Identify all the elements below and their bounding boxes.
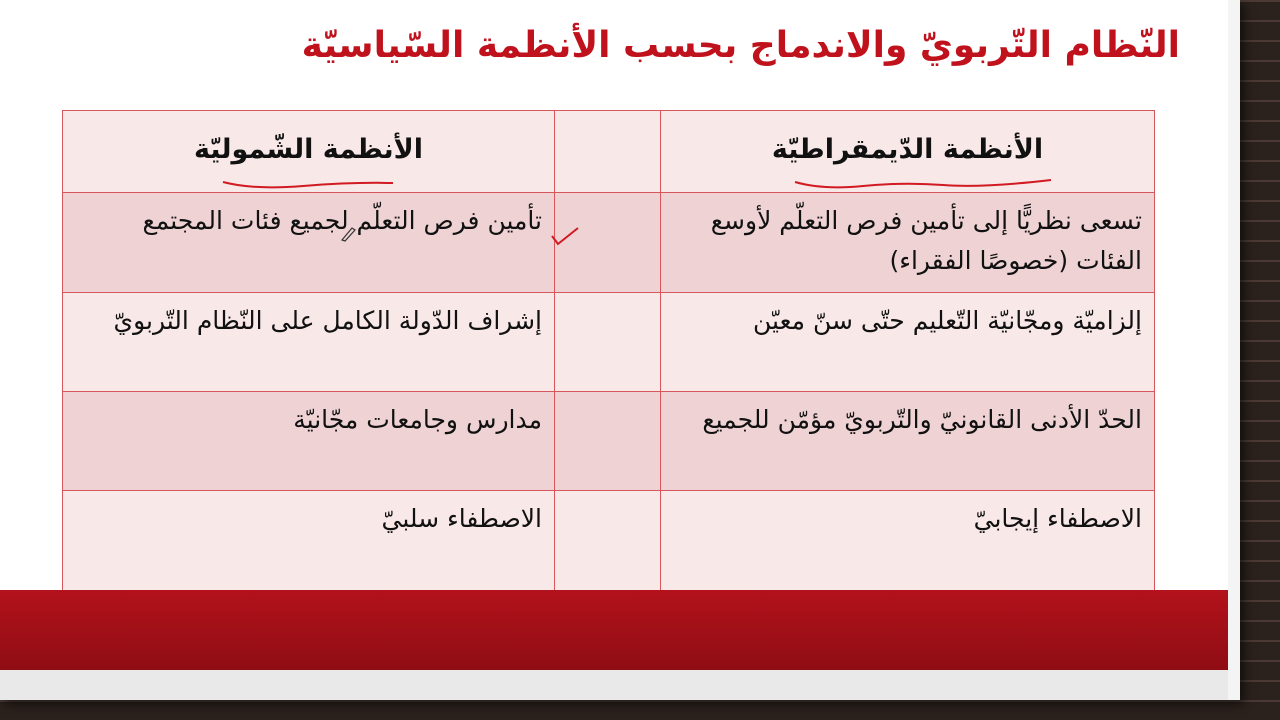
header-middle bbox=[555, 111, 661, 193]
cell-totalitarian: الاصطفاء سلبيّ bbox=[63, 491, 555, 604]
table-row bbox=[63, 392, 1155, 491]
underline-squiggle-icon bbox=[793, 176, 1053, 192]
table-row bbox=[63, 491, 1155, 604]
comparison-table bbox=[62, 110, 1155, 604]
cell-totalitarian: مدارس وجامعات مجّانيّة bbox=[63, 392, 555, 491]
cell-democratic: تسعى نظريًّا إلى تأمين فرص التعلّم لأوسع الفئات (خصوصًا الفقراء) bbox=[661, 193, 1155, 293]
header-totalitarian-label: الأنظمة الشّموليّة bbox=[193, 133, 424, 165]
header-totalitarian bbox=[63, 111, 555, 193]
footer-band bbox=[0, 590, 1228, 670]
header-democratic bbox=[661, 111, 1155, 193]
check-icon bbox=[550, 218, 580, 248]
underline-squiggle-icon bbox=[193, 176, 433, 192]
cell-totalitarian: إشراف الدّولة الكامل على النّظام التّربويّ bbox=[63, 293, 555, 392]
cell-democratic: الحدّ الأدنى القانونيّ والتّربويّ مؤمّن للجميع bbox=[661, 392, 1155, 491]
cell-middle bbox=[555, 392, 661, 491]
slide-title: النّظام التّربويّ والاندماج بحسب الأنظمة السّياسيّة bbox=[301, 25, 1180, 66]
cell-democratic: الاصطفاء إيجابيّ bbox=[661, 491, 1155, 604]
cell-middle bbox=[555, 491, 661, 604]
cell-middle bbox=[555, 293, 661, 392]
cell-totalitarian: تأمين فرص التعلّم لجميع فئات المجتمع bbox=[63, 193, 555, 293]
header-democratic-label: الأنظمة الدّيمقراطيّة bbox=[771, 133, 1044, 165]
table-row bbox=[63, 293, 1155, 392]
footer-strip bbox=[0, 670, 1228, 700]
table-row bbox=[63, 193, 1155, 293]
pen-cursor-icon bbox=[340, 224, 358, 242]
table-header-row bbox=[63, 111, 1155, 193]
cell-democratic: إلزاميّة ومجّانيّة التّعليم حتّى سنّ معيّن bbox=[661, 293, 1155, 392]
